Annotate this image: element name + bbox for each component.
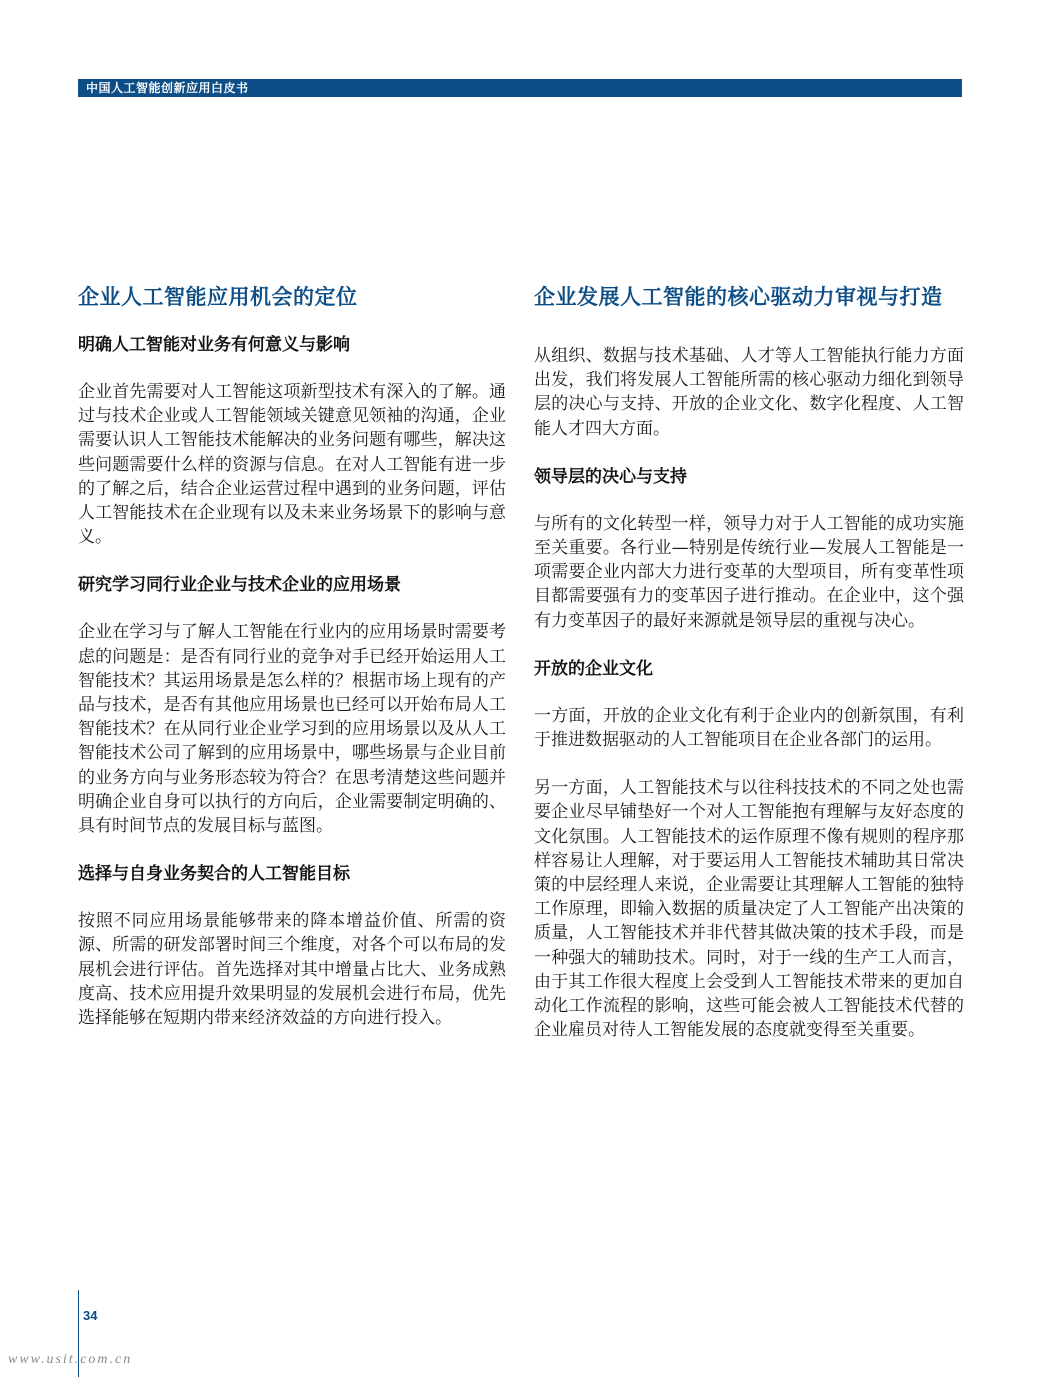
subheading: 明确人工智能对业务有何意义与影响 [78,335,350,355]
paragraph: 一方面，开放的企业文化有利于企业内的创新氛围，有利于推进数据驱动的人工智能项目在企业各部门的运用。 [534,705,964,751]
header-title: 中国人工智能创新应用白皮书 [86,81,249,95]
paragraph: 另一方面，人工智能技术与以往科技技术的不同之处也需要企业尽早铺垫好一个对人工智能抱有理解与友好态度的文化氛围。人工智能技术的运作原理不像有规则的程序那样容易让人理解，对于要运用人工智能技术辅助其日常决策的中层经理人来说，企业需要让其理解人工智能的独特工作原理，即输入数据的质量决定了人工智能产出决策的质量，人工智能技术并非代替其做决策的技术手段，而是一种强大的辅助技术。同时，对于一线的生产工人而言，由于其工作很大程度上会受到人工智能技术带来的更加自动化工作流程的影响，这些可能会被人工智能技术代替的企业雇员对待人工智能发展的态度就变得至关重要。 [534,778,964,1041]
subheading: 开放的企业文化 [534,658,653,679]
section-title: 企业人工智能应用机会的定位 [78,285,358,309]
paragraph: 企业首先需要对人工智能这项新型技术有深入的了解。通过与技术企业或人工智能领域关键意见领袖的沟通，企业需要认识人工智能技术能解决的业务问题有哪些，解决这些问题需要什么样的资源与信息。在对人工智能有进一步的了解之后，结合企业运营过程中遇到的业务问题，评估人工智能技术在企业现有以及未来业务场景下的影响与意义。 [78,382,506,548]
subheading: 选择与自身业务契合的人工智能目标 [78,864,350,885]
left-column [78,285,506,1054]
paragraph: 按照不同应用场景能够带来的降本增益价值、所需的资源、所需的研发部署时间三个维度，对各个可以布局的发展机会进行评估。首先选择对其中增量占比大、业务成熟度高、技术应用提升效果明显的发展机会进行布局，优先选择能够在短期内带来经济效益的方向进行投入。 [78,911,506,1029]
subheading: 领导层的决心与支持 [534,466,687,487]
paragraph: 企业在学习与了解人工智能在行业内的应用场景时需要考虑的问题是：是否有同行业的竞争对手已经开始运用人工智能技术？其运用场景是怎么样的？根据市场上现有的产品与技术，是否有其他应用场景也已经可以开始布局人工智能技术？在从同行业企业学习到的应用场景以及从人工智能技术公司了解到的应用场景中，哪些场景与企业目前的业务方向与业务形态较为符合？在思考清楚这些问题并明确企业自身可以执行的方向后，企业需要制定明确的、具有时间节点的发展目标与蓝图。 [78,622,506,837]
watermark: www.usit.com.cn [8,1352,133,1367]
right-column [534,285,964,1066]
subheading: 研究学习同行业企业与技术企业的应用场景 [78,575,401,596]
page-number: 34 [83,1308,98,1323]
paragraph: 与所有的文化转型一样，领导力对于人工智能的成功实施至关重要。各行业—特别是传统行业—发展人工智能是一项需要企业内部大力进行变革的大型项目，所有变革性项目都需要强有力的变革因子进行推动。在企业中，这个强有力变革因子的最好来源就是领导层的重视与决心。 [534,513,964,631]
header-bar [78,79,962,97]
intro-paragraph: 从组织、数据与技术基础、人才等人工智能执行能力方面出发，我们将发展人工智能所需的核心驱动力细化到领导层的决心与支持、开放的企业文化、数字化程度、人工智能人才四大方面。 [534,346,964,439]
section-title: 企业发展人工智能的核心驱动力审视与打造 [534,285,943,309]
